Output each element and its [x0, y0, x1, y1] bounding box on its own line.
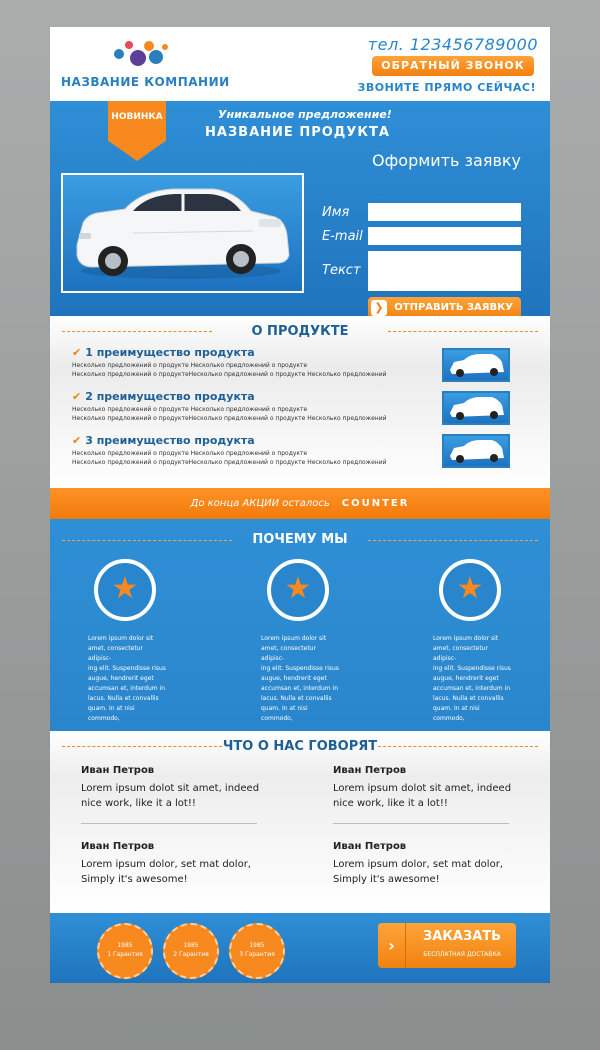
email-label: E-mail — [322, 229, 363, 244]
reviewer-name: Иван Петров — [333, 765, 407, 776]
submit-label: ОТПРАВИТЬ ЗАЯВКУ — [394, 302, 513, 313]
star-icon: ★ — [267, 559, 329, 621]
logo-dot-icon — [162, 44, 168, 50]
benefit-title: ✔ 1 преимущество продукта — [72, 346, 255, 359]
header — [50, 27, 550, 101]
divider — [81, 823, 257, 824]
order-button[interactable] — [378, 923, 516, 968]
text-input[interactable] — [368, 251, 521, 291]
email-input[interactable] — [368, 227, 521, 245]
divider — [333, 823, 509, 824]
suv-car-icon — [63, 175, 302, 291]
review-text: Lorem ipsum dolor, set mat dolor, Simply it's awesome! — [81, 859, 251, 885]
about-section — [50, 316, 550, 488]
star-icon: ★ — [94, 559, 156, 621]
checkmark-icon: ✔ — [72, 390, 82, 403]
suv-car-icon — [444, 436, 508, 466]
product-thumbnail[interactable] — [442, 434, 510, 468]
logo-dot-icon — [114, 49, 124, 59]
callback-button[interactable]: ОБРАТНЫЙ ЗВОНОК — [372, 56, 534, 76]
review-text: Lorem ipsum dolor, set mat dolor, Simply it's awesome! — [333, 859, 503, 885]
suv-car-icon — [444, 350, 508, 380]
reviewer-name: Иван Петров — [81, 765, 155, 776]
guarantee-badge: 1985 1 Гарантия — [97, 923, 153, 979]
reviewer-name: Иван Петров — [81, 841, 155, 852]
benefit-title: ✔ 2 преимущество продукта — [72, 390, 255, 403]
guarantee-badge: 1985 2 Гарантия — [163, 923, 219, 979]
benefit-text: Несколько предложений о продукте Несколько предложений о продукте Несколько предложений о продуктеНесколько предложений о продукте Несколько предложений — [72, 450, 387, 466]
why-title: ПОЧЕМУ МЫ — [252, 532, 348, 547]
name-input[interactable] — [368, 203, 521, 221]
logo-dot-icon — [130, 50, 146, 66]
why-item-text: Lorem ipsum dolor sit amet, consectetur adipisc- ing elit. Suspendisse risus augue, hendrerit eget accumsan et, interdum in lacus. Nulla et convallis quam. In at nisi commodo, — [261, 635, 339, 722]
logo-dot-icon — [125, 41, 133, 49]
reviews-section — [50, 731, 550, 913]
form-title: Оформить заявку — [372, 151, 522, 170]
star-icon: ★ — [439, 559, 501, 621]
guarantee-badge: 1985 3 Гарантия — [229, 923, 285, 979]
product-thumbnail[interactable] — [442, 348, 510, 382]
company-name: НАЗВАНИЕ КОМПАНИИ — [61, 75, 230, 89]
hero-tagline: Уникальное предложение! — [218, 108, 392, 121]
chevron-right-icon: › — [378, 923, 406, 968]
call-now-text: ЗВОНИТЕ ПРЯМО СЕЙЧАС! — [357, 81, 536, 94]
product-thumbnail[interactable] — [442, 391, 510, 425]
new-ribbon — [108, 101, 166, 161]
review-text: Lorem ipsum dolot sit amet, indeed nice work, like it a lot!! — [333, 783, 512, 809]
landing-page — [50, 27, 550, 983]
free-delivery-label: БЕСПЛАТНАЯ ДОСТАВКА — [423, 951, 501, 958]
checkmark-icon: ✔ — [72, 346, 82, 359]
about-title: О ПРОДУКТЕ — [251, 324, 349, 339]
checkmark-icon: ✔ — [72, 434, 82, 447]
benefit-text: Несколько предложений о продукте Несколько предложений о продукте Несколько предложений о продуктеНесколько предложений о продукте Несколько предложений — [72, 406, 387, 422]
countdown-counter: COUNTER — [341, 498, 410, 509]
logo-dot-icon — [149, 50, 163, 64]
product-image — [61, 173, 304, 293]
hero-title: НАЗВАНИЕ ПРОДУКТА — [205, 125, 390, 140]
review-text: Lorem ipsum dolot sit amet, indeed nice work, like it a lot!! — [81, 783, 260, 809]
phone-number[interactable]: тел. 123456789000 — [367, 35, 538, 54]
text-label: Текст — [322, 263, 361, 278]
reviewer-name: Иван Петров — [333, 841, 407, 852]
hero-section — [50, 101, 550, 316]
promo-bar — [50, 488, 550, 519]
why-us-section — [50, 519, 550, 731]
why-item-text: Lorem ipsum dolor sit amet, consectetur adipisc- ing elit. Suspendisse risus augue, hendrerit eget accumsan et, interdum in lacus. Nulla et convallis quam. In at nisi commodo, — [88, 635, 166, 722]
promo-text: До конца АКЦИИ осталось — [190, 498, 330, 509]
name-label: Имя — [322, 205, 350, 220]
footer — [50, 913, 550, 983]
benefit-title: ✔ 3 преимущество продукта — [72, 434, 255, 447]
why-item-text: Lorem ipsum dolor sit amet, consectetur adipisc- ing elit. Suspendisse risus augue, hendrerit eget accumsan et, interdum in lacus. Nulla et convallis quam. In at nisi commodo, — [433, 635, 511, 722]
suv-car-icon — [444, 393, 508, 423]
arrow-right-icon: ❯ — [371, 300, 387, 316]
benefit-text: Несколько предложений о продукте Несколько предложений о продукте Несколько предложений о продуктеНесколько предложений о продукте Несколько предложений — [72, 362, 387, 378]
order-label: ЗАКАЗАТЬ — [422, 929, 502, 944]
ribbon-label: НОВИНКА — [111, 112, 163, 122]
reviews-title: ЧТО О НАС ГОВОРЯТ — [222, 739, 378, 754]
company-logo[interactable] — [114, 39, 174, 69]
